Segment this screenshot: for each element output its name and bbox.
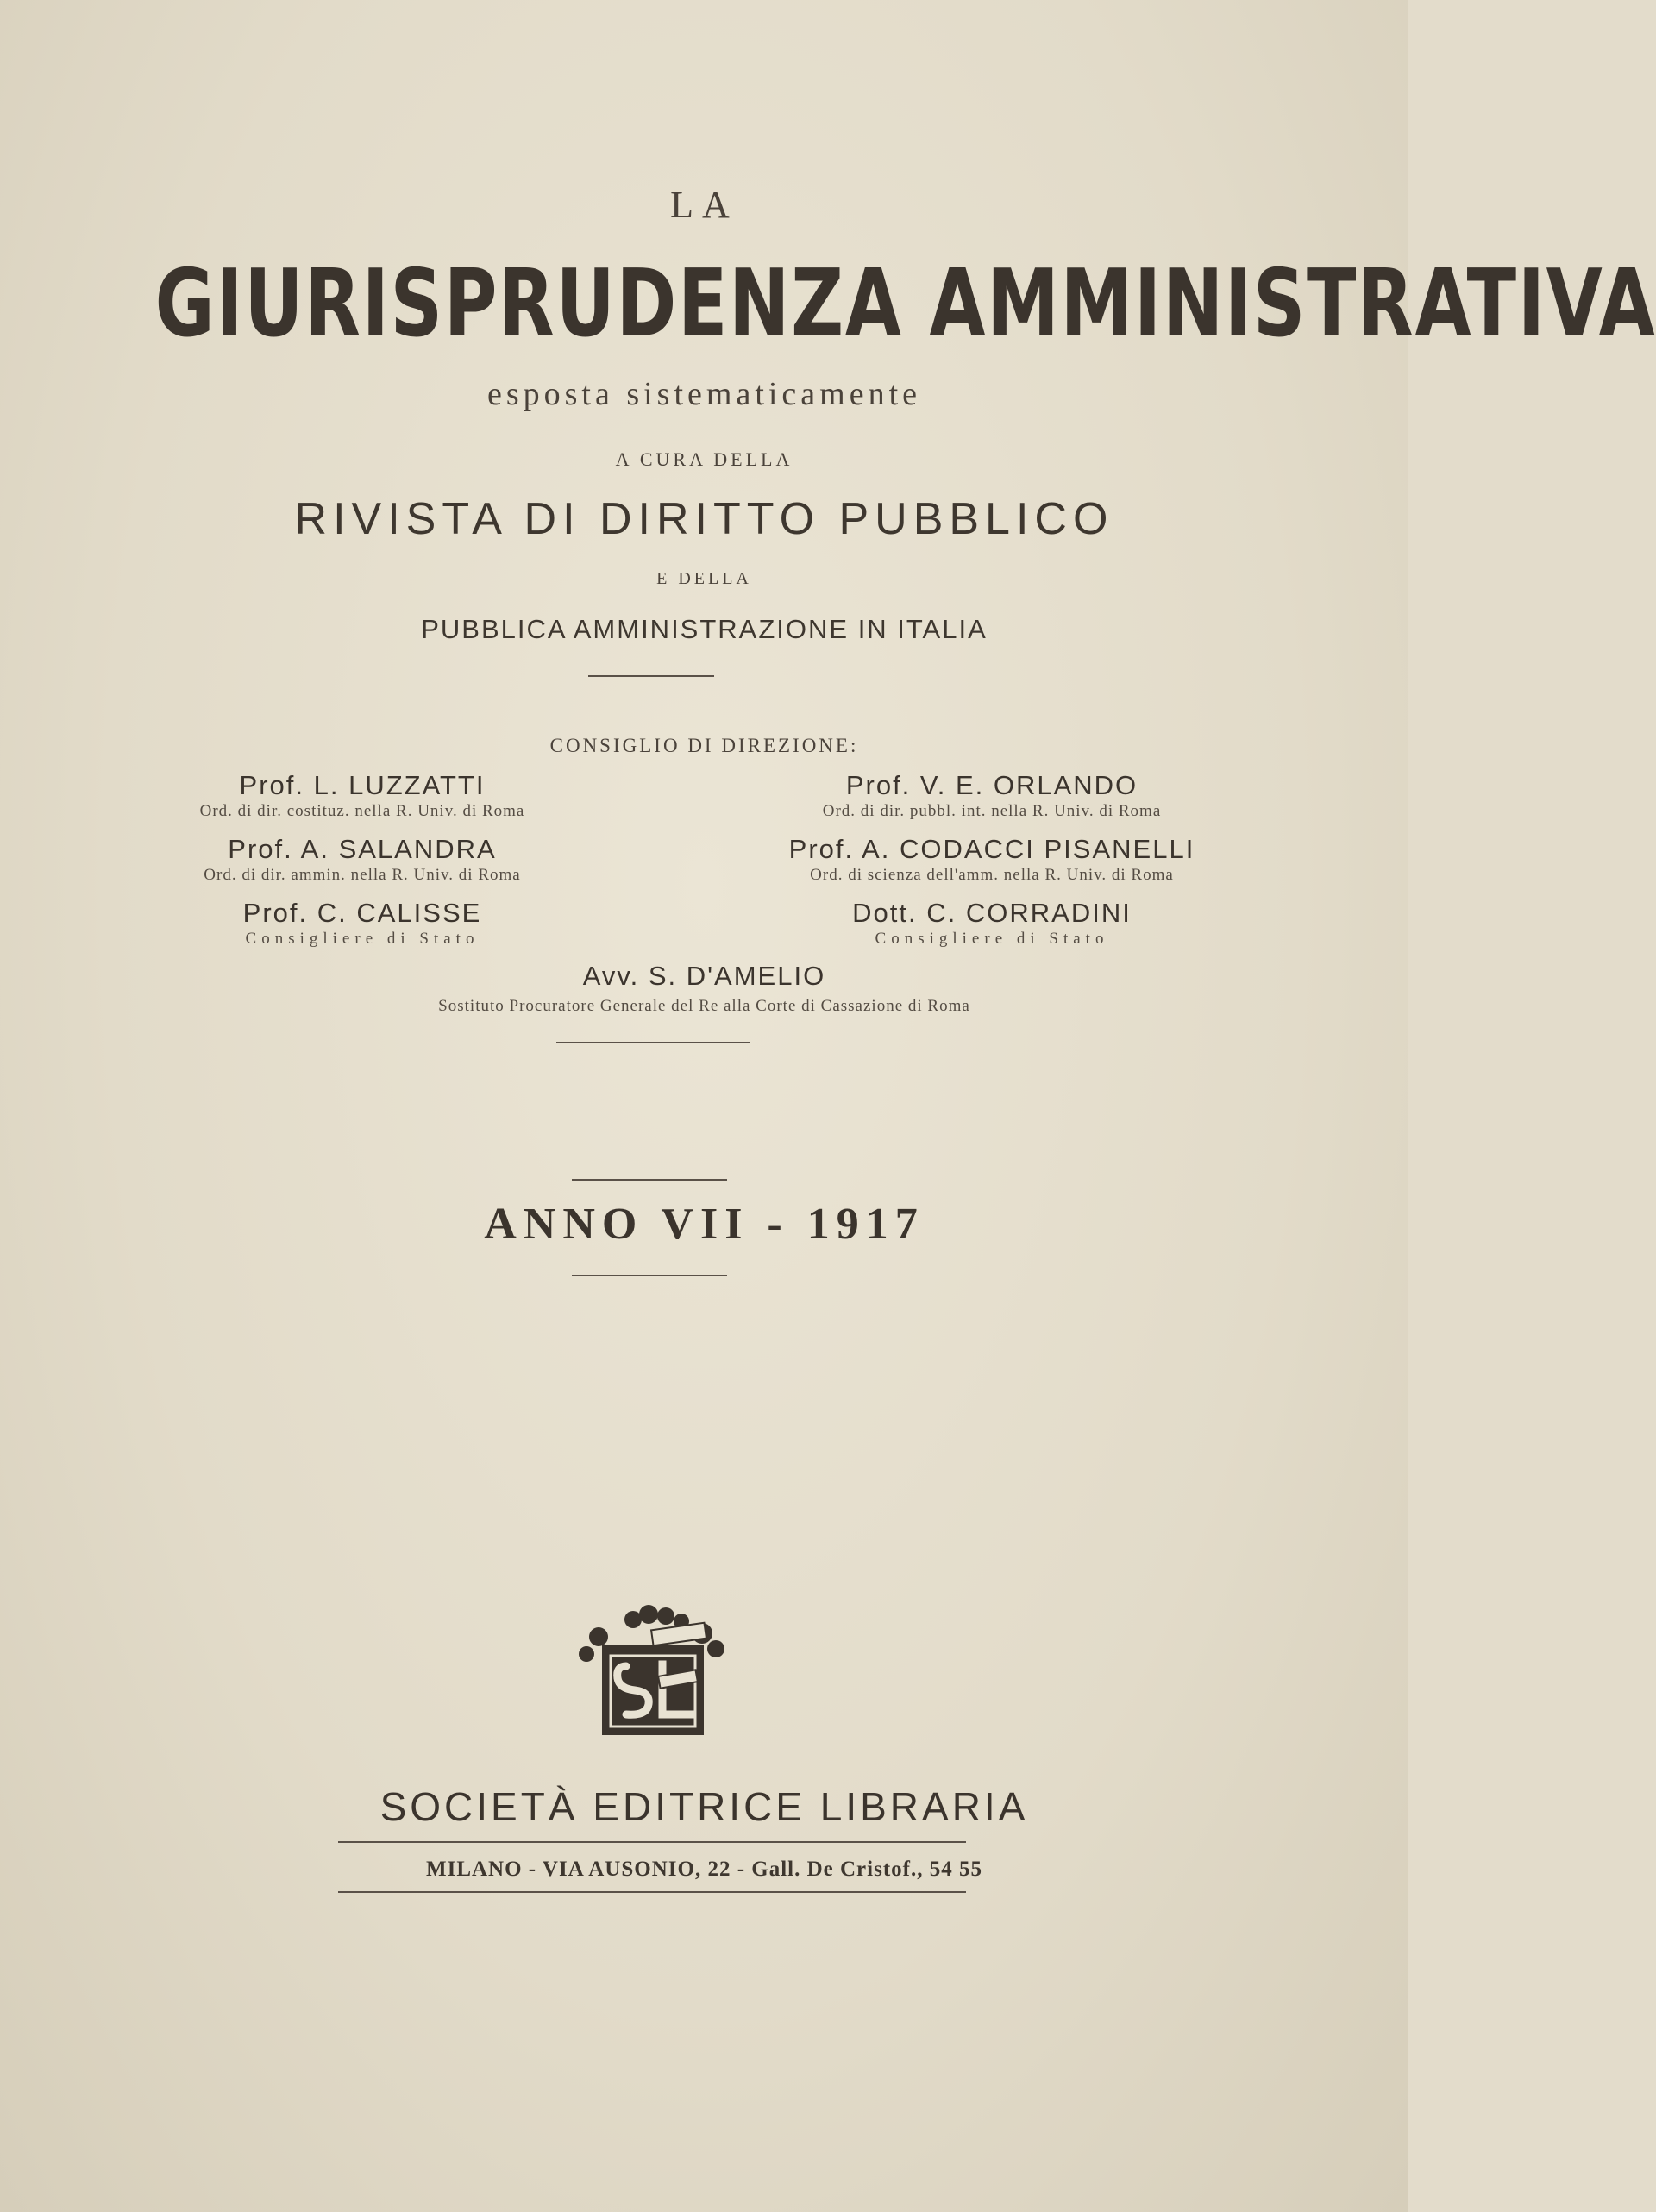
board-heading: CONSIGLIO DI DIREZIONE: — [549, 735, 859, 756]
page-subtitle: esposta sistematicamente — [486, 376, 922, 412]
divider-rule — [572, 1275, 727, 1276]
journal-name: RIVISTA DI DIRITTO PUBBLICO — [294, 494, 1114, 544]
publisher-address: MILANO - VIA AUSONIO, 22 - Gall. De Cristof., 54 55 — [426, 1858, 982, 1881]
divider-rule — [572, 1179, 727, 1181]
e-della-line: E DELLA — [656, 569, 752, 588]
board-member-name: Prof. L. LUZZATTI — [239, 770, 486, 800]
board-member-role: Consigliere di Stato — [245, 930, 480, 948]
divider-rule — [588, 675, 714, 677]
a-cura-line: A CURA DELLA — [615, 448, 794, 470]
title-article: LA — [670, 184, 738, 226]
publisher-name: SOCIETÀ EDITRICE LIBRARIA — [380, 1784, 1029, 1829]
board-member-role: Ord. di scienza dell'amm. nella R. Univ. di Roma — [810, 866, 1174, 884]
board-member-name: Prof. C. CALISSE — [242, 898, 482, 928]
year-label: ANNO VII - 1917 — [484, 1200, 925, 1249]
board-member-name: Prof. A. SALANDRA — [228, 834, 497, 864]
journal-subtitle: PUBBLICA AMMINISTRAZIONE IN ITALIA — [421, 614, 988, 644]
divider-rule — [556, 1042, 750, 1043]
publisher-emblem-icon — [573, 1604, 731, 1742]
board-member-name: Prof. V. E. ORLANDO — [845, 770, 1138, 800]
board-member-role: Ord. di dir. costituz. nella R. Univ. di Roma — [199, 802, 525, 820]
divider-rule — [338, 1891, 966, 1893]
board-member-name: Prof. A. CODACCI PISANELLI — [788, 834, 1195, 864]
page-title: GIURISPRUDENZA AMMINISTRATIVA — [154, 250, 1656, 358]
board-member-name: Dott. C. CORRADINI — [852, 898, 1132, 928]
divider-rule — [338, 1841, 966, 1843]
board-member-role: Ord. di dir. ammin. nella R. Univ. di Roma — [204, 866, 521, 884]
board-member-role: Sostituto Procuratore Generale del Re alla Corte di Cassazione di Roma — [438, 997, 970, 1015]
board-member-role: Ord. di dir. pubbl. int. nella R. Univ. di Roma — [822, 802, 1162, 820]
board-member-role: Consigliere di Stato — [875, 930, 1109, 948]
board-member-name: Avv. S. D'AMELIO — [582, 961, 826, 991]
